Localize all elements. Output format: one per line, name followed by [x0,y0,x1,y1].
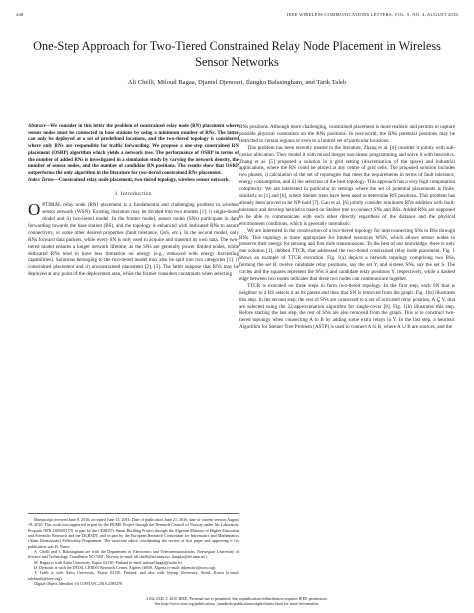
page-number: 448 [16,12,24,17]
footnote: D. Djenouri is with the DTISI, CERIST Research Center, Algiers 16030, Algeria (e-mail: ddjenouri@acm.org). [34,565,217,571]
abstract-text: —We consider in this letter the problem of constrained relay node (RN) placement where sensor nodes must be connected to base stations by using a minimum number of RNs. The latter can only be deployed at a set of predefined locations, and the two-tiered topology is considered where only RNs are responsible for traffic forwarding. We propose a one-step constrained RN placement (OSRP) algorithm which yields a network tree. The performance of OSRP in terms of the number of added RNs is investigated in a simulation study by varying the network density, the number of sensor nodes, and the number of candidate RN positions. The results show that OSRP outperforms the only algorithm in the literature for two-tiered constrained RNs placement. [28,124,239,176]
footnotes [28,513,239,586]
footnote: A. Chelli and I. Balasingham are with the Department of Electronics and Telecommunications, Norwegian University of Science and Technology, Trondheim NO 7491, Norway (e-mail: ali.chelli@iet.ntnu.no; ilangko@iet.ntnu.no). [28,549,239,560]
running-header [16,12,458,17]
body-paragraph: We are interested in the construction of a two-tiered topology for interconnecting SNs to BSs through RNs. This topology is more appropriate for limited resources WSN, which allows sensor nodes to preserve their energy for sensing and first mile transmissions. To the best of our knowledge, there is only one solution [1], dubbed TTCR, that addressed the two-tiered constrained relay node placement. Fig. 1 shows an example of TTCR execution. Fig. 1(a) depicts a network topology comprising two BSs, forming the set B, twelve candidate relay positions, say the set Y, and sixteen SNs, say the set S. The circles and the squares represent the SNs S and candidate relay positions Y, respectively, while a dashed edge between two nodes indicates that these two nodes can communicate together. [239,227,455,282]
abstract [28,124,239,178]
rights-link-line: See http://www.ieee.org/publications_standards/publications/rights/index.html for more information. [154,600,320,606]
footnote: T. Taleb is with Aalto University, Espoo 02150, Finland, and also with Sejong University, Seoul, Korea (e-mail: talebtarik@ieee.org). [28,570,239,581]
right-column [239,124,455,331]
intro-text: PTIMAL relay node (RN) placement is a fundamental and challenging problem in wireless sensor network (WSN). Existing literature may be divided into two models [1]: i) single-tiered model and ii) two-tiered model. In the former model, sensor nodes (SNs) participate in data forwarding towards the base station (BS), and the topology is enhanced with dedicated RNs to assure connectivity, or some other desired properties (fault tolerance, QoS, etc.). In the second model, only RNs forward data packets, while every SN is only used to acquire and transmit its own data. The two-tiered model ensures a longer network lifetime, as the SNs are generally power limited nodes, while dedicated RNs tend to have less limitation on energy (e.g., endowed with energy harvesting capabilities). Solutions belonging to the two-tiered model may also be split into two categories [1]: i) constrained placement and ii) unconstrained placement [2], [3]. The latter suppose that RNs may be deployed at any point of the deployment area, while the former considers constraints when selecting [28,202,239,278]
body-paragraph: This problem has been recently treated in the literature. Zhang et al. [4] consider it jointly with sub-carrier allocation. They model it with mixed integer non-linear programming and solve it with heuristics. Zhang et al. [5] proposed a solution in a grid setting (discretization of the space) and industrial applications, where the RN could be placed at any centre of grid cells. The proposed solution includes two phases, i) calculation of the set of topologies that meet the requirements in terms of fault tolerance, energy consumption, and ii) the selection of the best topology. This approach has a very high computation complexity. We are interested in particular in settings where the set of potential placements is finite, similarly to [1] and [6], where Steiner trees have been used to determine RN positions. This problem has already been proved to be NP-hard [7]. Gao et al. [6] jointly consider minimum RNs addition with fault-tolerance and develop heuristics based on Steiner tree to connect SNs and BSs. Added RNs are supposed to be able to communicate with each other directly regardless of the distance and the physical environment conditions, which is generally unrealistic. [239,144,455,227]
index-terms [28,178,239,185]
index-terms-label: Index Terms [28,177,54,183]
copyright-notice [60,596,414,606]
journal-name: IEEE WIRELESS COMMUNICATIONS LETTERS, VOL. 5, NO. 4, AUGUST 2016 [286,12,458,17]
body-paragraph: TTCR is executed on three steps to form two-tiered topology. In the first step, each SN that is neighbor to a BS selects it as its parent and then that SN is removed from the graph. Fig. 1(b) illustrates this step. In the second step, the rest of SNs are connected to a set of activated relay position, A ⊆ Y, that are selected using the 22-approximation algorithm for single-cover [8]. Fig. 1(b) illustrates this step. Before starting the last step, the rest of SNs are also removed from the graph. This is to construct two-tiered topology when connecting A to B by adding some extra relays in Y. In the last step, a heuristic Algorithm for Steiner Tree Problem (ASTP) is used to connect A to B, where A ∪ B are sources, and the [239,282,455,331]
author-list: Ali Chelli, Miloud Bagaa, Djamel Djenouri, Ilangko Balasingham, and Tarik Taleb [127,79,347,86]
body-paragraph: RNs positions. Although more challenging, constrained placement is more realistic and permits to capture possible physical constraints on the RNs positions. In real-world, the RNs potential positions may be restricted to certain regions or even to a limited set of particular locations. [239,124,455,144]
footnote: M. Bagaa is with Aalto University, Espoo 02150, Finland (e-mail: miloud.bagaa@aalto.fi). [34,559,183,565]
paper-title: One-Step Approach for Two-Tiered Constrained Relay Node Placement in Wireless Sensor Networks [33,39,441,69]
drop-cap: O [28,200,41,220]
copyright-line: 2162-2345 © 2016 IEEE. Personal use is permitted, but republication/redistribution requires IEEE permission. [146,595,328,601]
intro-paragraph [28,202,239,278]
footnote: Manuscript received June 8, 2016; accepted June 15, 2016. Date of publication June 21, 2016; date of current version August 19, 2016. This work was supported in part by the HOME Project through the Research Council of Norway under Idc Laboratory Program NFR 238848/O70, in part by the CERIST's Smart Building Project through the Algerian Ministry of Higher Education and Scientific Research and the DGRSDT, and in part by the European Research Consortium for Informatics and Mathematics (Alain Bensoussan) Fellowship Programme. The associate editor coordinating the review of this paper and approving it for publication was H. Yomo. [28,517,239,549]
index-terms-text: —Constrained relay node placement, two-tiered topology, wireless sensor network. [53,177,230,183]
left-column [28,124,239,278]
footnote-doi: Digital Object Identifier 10.1109/LWC.2016.2585478 [34,581,123,587]
abstract-label: Abstract [28,124,46,129]
section-heading: I. Introduction [115,191,152,198]
